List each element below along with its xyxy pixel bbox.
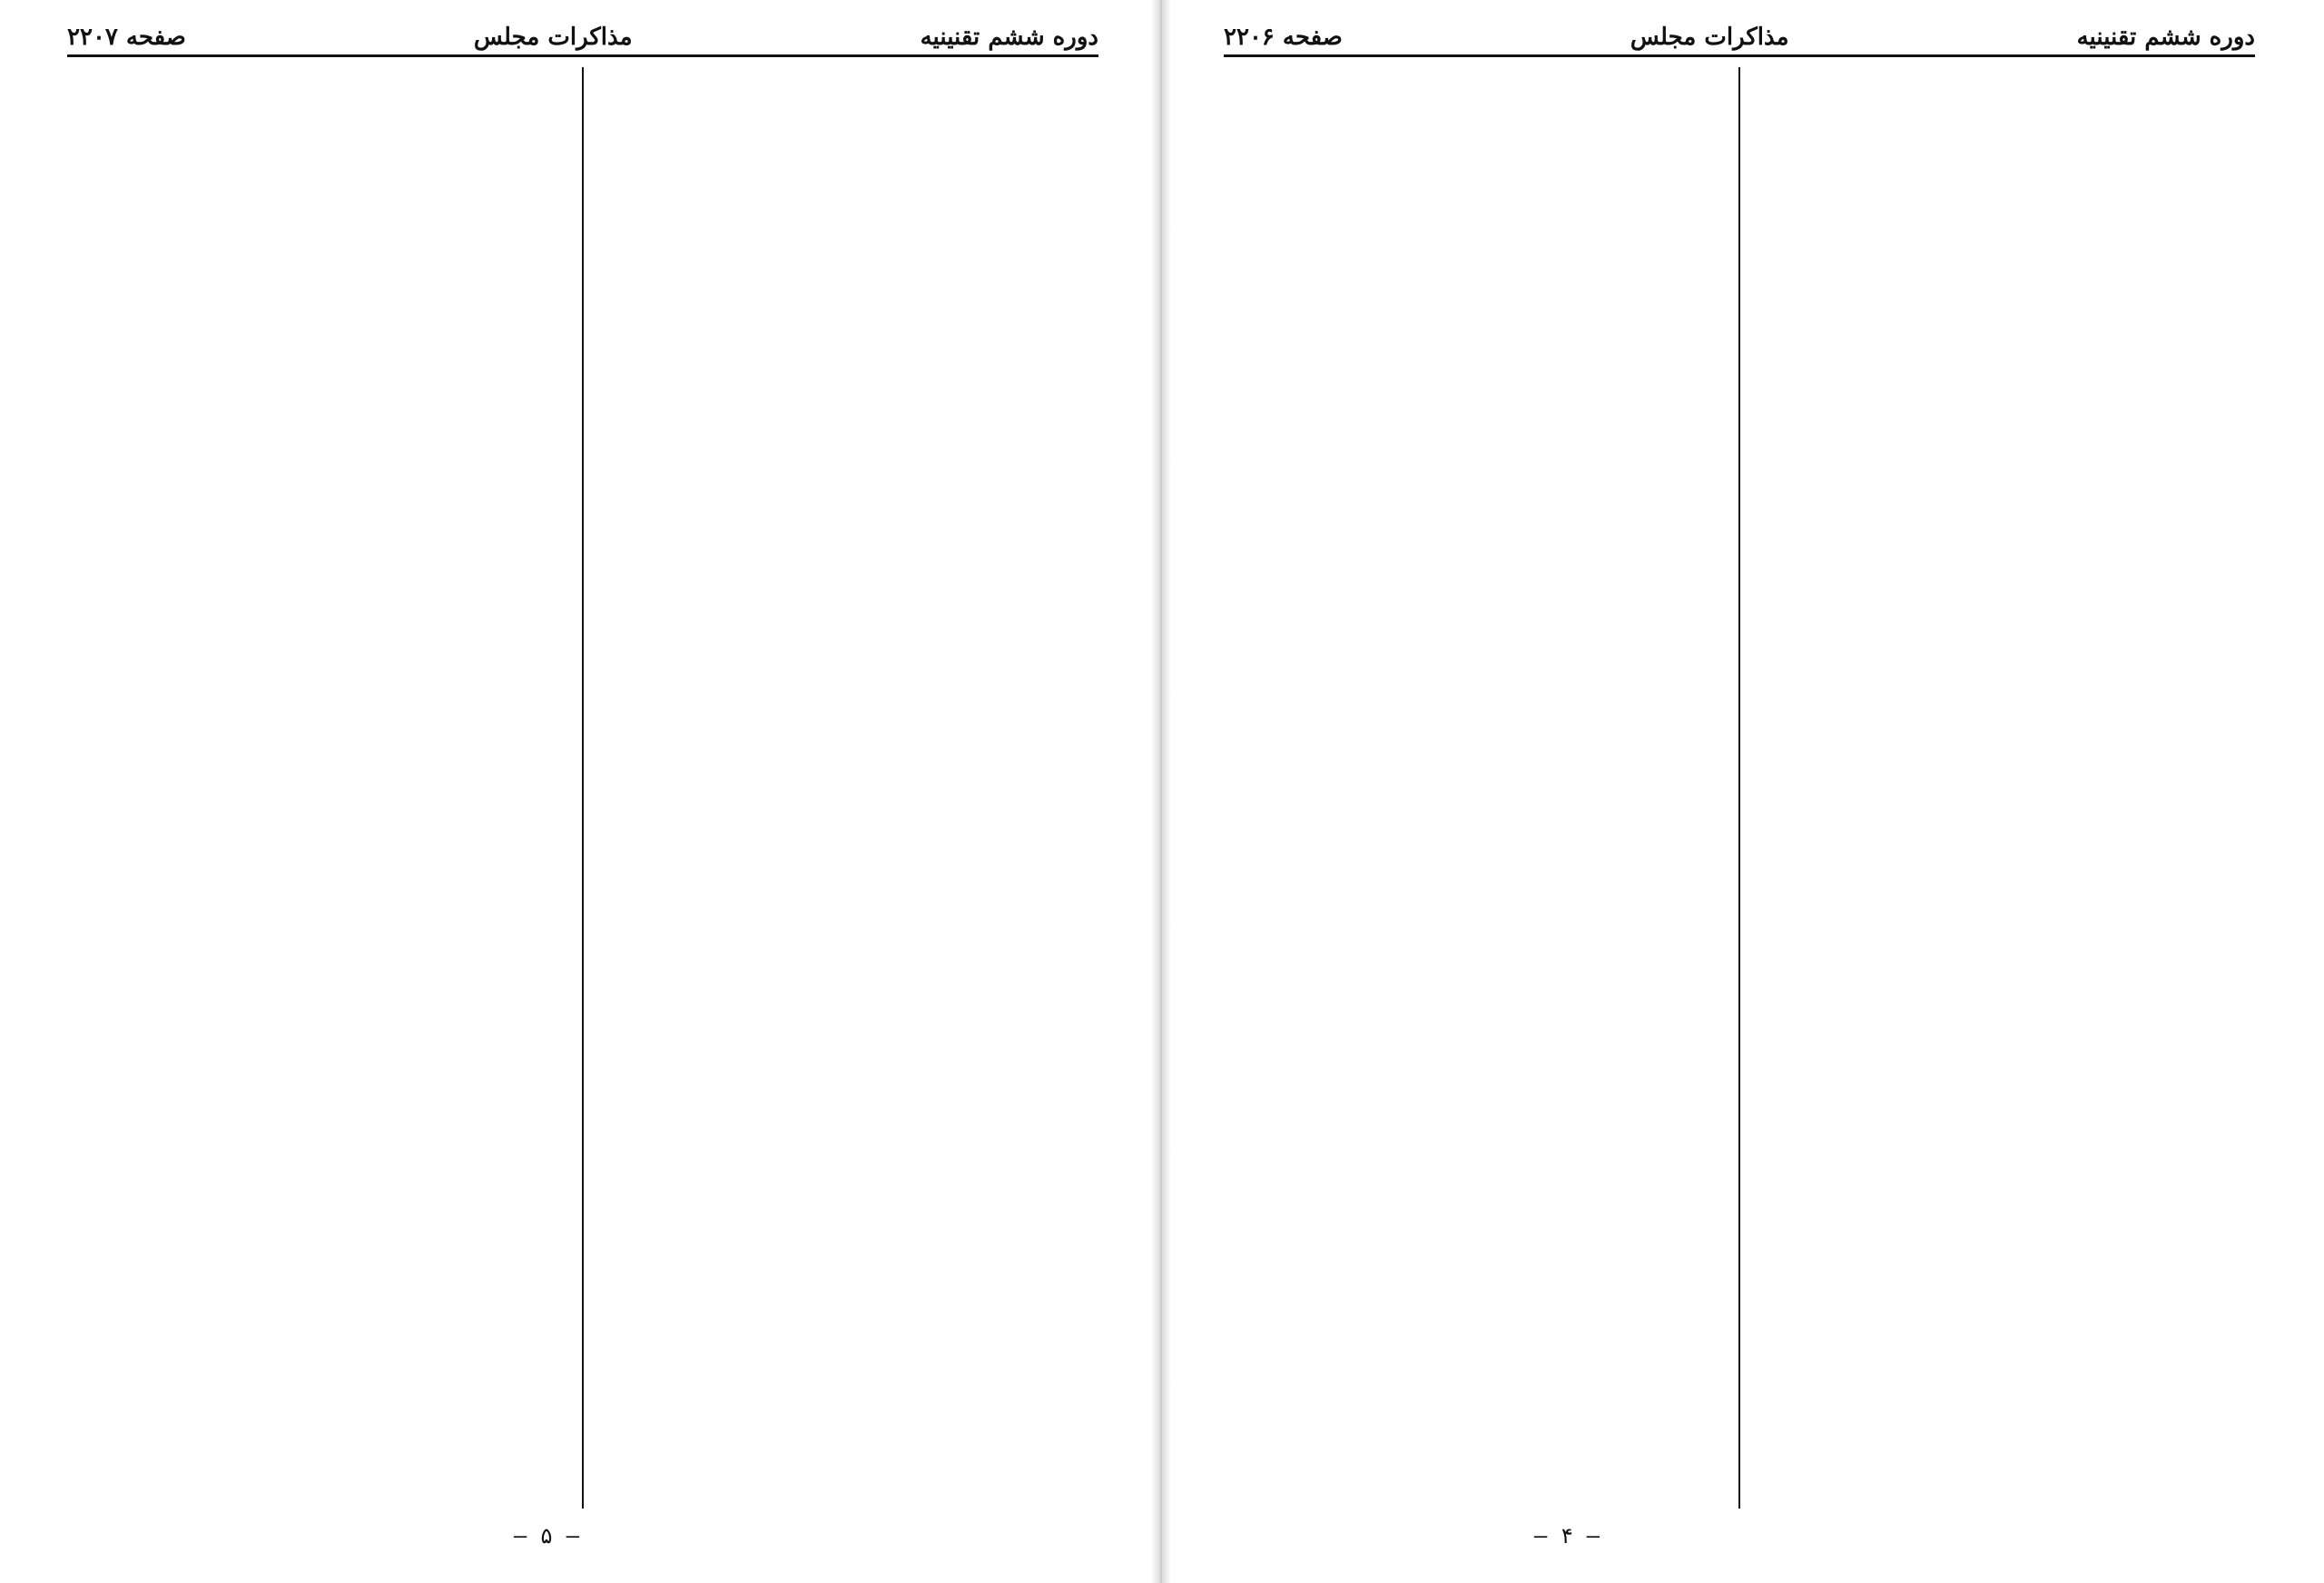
right-page-footer: — ۴ — <box>1533 1523 1600 1549</box>
right-page-header-rule <box>1224 54 2255 57</box>
left-page-columns <box>67 67 1098 1509</box>
left-page-center-title: مذاکرات مجلس <box>473 24 633 51</box>
left-page <box>20 11 1146 1572</box>
right-page-header <box>1224 16 2255 51</box>
book-gutter <box>1151 0 1171 1583</box>
right-page-right-column <box>1757 67 2255 1509</box>
right-page-center-title: مذاکرات مجلس <box>1630 24 1789 51</box>
left-page-session-title: دوره ششم تقنینیه <box>920 24 1098 51</box>
right-page-left-column <box>1224 67 1722 1509</box>
left-page-header-rule <box>67 54 1098 57</box>
left-page-header <box>67 16 1098 51</box>
right-page-number: صفحه ۲۲۰۶ <box>1224 24 1343 51</box>
right-page <box>1177 11 2302 1572</box>
right-page-column-rule <box>1738 67 1740 1509</box>
left-page-number: صفحه ۲۲۰۷ <box>67 24 186 51</box>
right-page-columns <box>1224 67 2255 1509</box>
right-page-session-title: دوره ششم تقنینیه <box>2076 24 2255 51</box>
left-page-left-column <box>67 67 566 1509</box>
left-page-right-column <box>600 67 1098 1509</box>
left-page-column-rule <box>582 67 584 1509</box>
left-page-footer: — ۵ — <box>513 1523 580 1549</box>
